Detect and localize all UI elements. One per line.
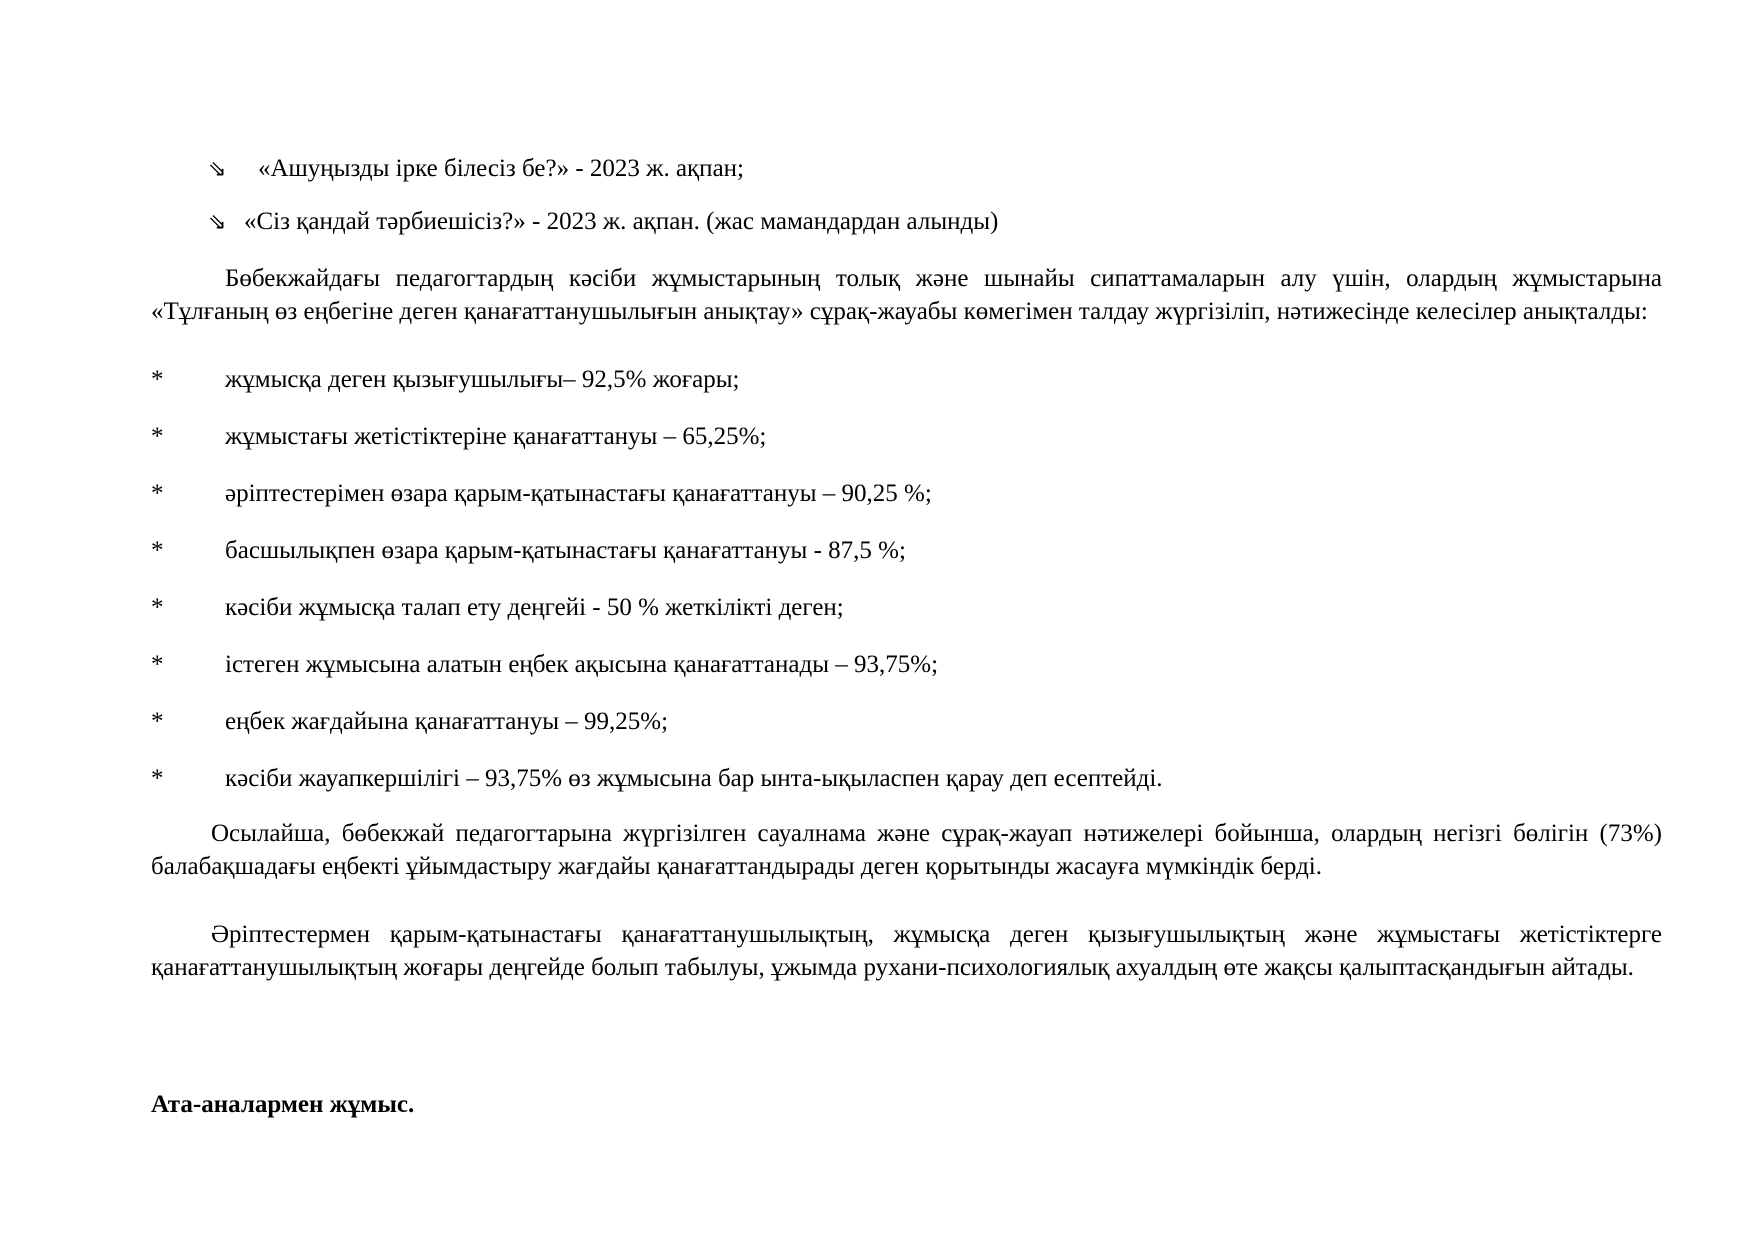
survey-item-text: «Сіз қандай тәрбиешісіз?» - 2023 ж. ақпан. (жас мамандардан алынды) (244, 208, 999, 235)
result-text: кәсіби жұмысқа талап ету деңгейі - 50 % жеткілікті деген; (225, 594, 844, 621)
conclusion-paragraph-1: Осылайша, бөбекжай педагогтарына жүргізілген сауалнама және сұрақ-жауап нәтижелері бойынша, олардың негізгі бөлігін (73%) балабақшадағы еңбекті ұйымдастыру жағдайы қанағаттандырады деген қорытынды жасауға мүмкіндік берді. (151, 820, 1662, 880)
result-text: әріптестерімен өзара қарым-қатынастағы қанағаттануы – 90,25 %; (225, 480, 932, 507)
result-text: басшылықпен өзара қарым-қатынастағы қанағаттануы - 87,5 %; (225, 537, 906, 564)
result-item (151, 648, 938, 682)
result-text: жұмысқа деген қызығушылығы– 92,5% жоғары; (225, 366, 740, 393)
result-text: істеген жұмысына алатын еңбек ақысына қанағаттанады – 93,75%; (225, 651, 939, 678)
bullet-mark: * (151, 594, 164, 621)
survey-item (208, 205, 998, 240)
intro-paragraph: Бөбекжайдағы педагогтардың кәсіби жұмыстарының толық және шынайы сипаттамаларын алу үшін, олардың жұмыстарына «Тұлғаның өз еңбегіне деген қанағаттанушылығын анықтау» сұрақ-жауабы көмегімен талдау жүргізіліп, нәтижесінде келесілер анықталды: (151, 265, 1662, 325)
survey-item (208, 152, 744, 187)
result-item (151, 762, 1163, 796)
section-heading: Ата-аналармен жұмыс. (151, 1091, 415, 1118)
result-item (151, 705, 668, 739)
result-text: жұмыстағы жетістіктеріне қанағаттануы – 65,25%; (225, 423, 767, 450)
bullet-mark: * (151, 366, 164, 393)
bullet-mark: * (151, 480, 164, 507)
result-text: еңбек жағдайына қанағаттануы – 99,25%; (225, 708, 669, 735)
arrow-down-right-icon: ⇘ (208, 210, 227, 235)
bullet-mark: * (151, 537, 164, 564)
bullet-mark: * (151, 423, 164, 450)
conclusion-paragraph-2: Әріптестермен қарым-қатынастағы қанағаттанушылықтың, жұмысқа деген қызығушылықтың және жұмыстағы жетістіктерге қанағаттанушылықтың жоғары деңгейде болып табылуы, ұжымда рухани-психологиялық ахуалдың өте жақсы қалыптасқандығын айтады. (151, 921, 1662, 981)
result-item (151, 420, 766, 454)
bullet-mark: * (151, 651, 164, 678)
result-text: кәсіби жауапкершілігі – 93,75% өз жұмысына бар ынта-ықыласпен қарау деп есептейді. (225, 765, 1163, 792)
bullet-mark: * (151, 708, 164, 735)
result-item (151, 477, 932, 511)
result-item (151, 534, 906, 568)
bullet-mark: * (151, 765, 164, 792)
arrow-down-right-icon: ⇘ (208, 157, 227, 182)
survey-item-text: «Ашуңызды ірке білесіз бе?» - 2023 ж. ақпан; (258, 155, 744, 182)
result-item (151, 363, 740, 397)
result-item (151, 591, 844, 625)
